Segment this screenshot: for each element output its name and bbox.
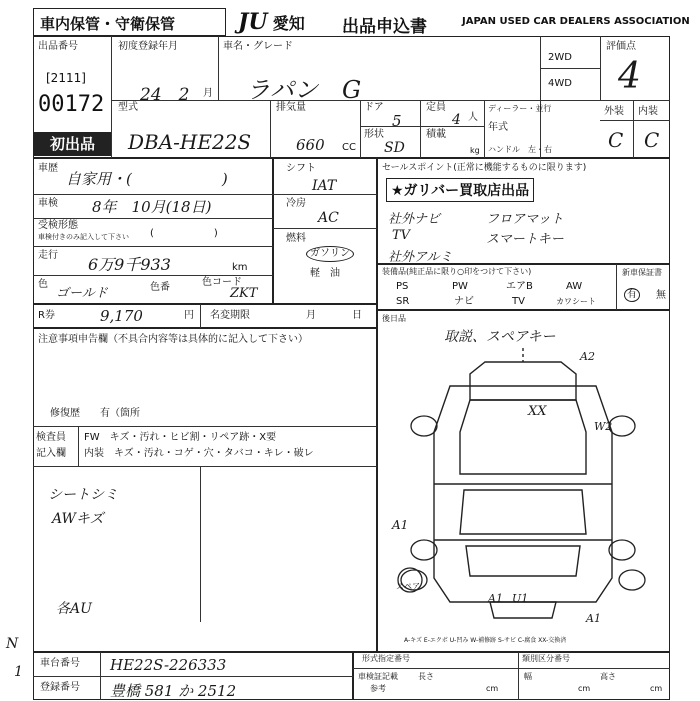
warranty-no: 無 — [656, 290, 666, 301]
selling-item-3: TV — [392, 228, 411, 243]
rating-value: 4 — [618, 56, 641, 97]
lot-number: 00172 — [38, 92, 105, 117]
displacement-label: 排気量 — [276, 102, 306, 113]
name-change-day: 日 — [352, 310, 362, 321]
doors-label: ドア — [364, 102, 384, 113]
reg-label: 登録番号 — [40, 682, 80, 693]
warranty-yes: 有 — [624, 288, 640, 302]
dealer-label: ディーラー・並行 — [488, 104, 552, 113]
vehicle-use-label: 車歴 — [38, 163, 58, 174]
exterior-label: 外装 — [604, 106, 624, 117]
mark-n: N — [6, 636, 19, 652]
equip-leather: カワシート — [556, 297, 596, 306]
first-reg-value: 24 2 — [140, 85, 190, 105]
year-label: 年式 — [488, 122, 508, 133]
fuel-label: 燃料 — [286, 233, 306, 244]
record-label: 記入欄 — [36, 448, 66, 459]
diagram-mark-xx: XX — [528, 404, 547, 419]
storage-title-box — [33, 8, 226, 36]
displacement-value: 660 — [296, 136, 325, 154]
diagram-mark-u1: U1 — [512, 592, 529, 605]
dims-label: 車検証記載 — [358, 672, 398, 681]
cc-unit: CC — [342, 142, 356, 153]
color-code-value: ZKT — [230, 286, 258, 301]
load-label: 積載 — [426, 129, 446, 140]
width-label: 幅 — [524, 672, 532, 681]
receive-paren: ( ) — [150, 228, 218, 239]
chassis-value: HE22S-226333 — [110, 656, 227, 674]
lot-code: [2111] — [46, 71, 86, 85]
recycle-row — [33, 304, 377, 328]
selling-item-4: スマートキー — [486, 232, 564, 247]
fuel-gas: ガソリン — [306, 246, 354, 262]
warranty-label: 新車保証書 — [622, 268, 662, 277]
recycle-value: 9,170 — [100, 307, 143, 325]
mark-1: 1 — [14, 664, 23, 680]
caution-label: 注意事項申告欄（不具合内容等は具体的に記入して下さい） — [38, 334, 308, 345]
mileage-label: 走行 — [38, 250, 58, 261]
aircon-value: AC — [318, 210, 339, 226]
exterior-grade: C — [608, 128, 624, 152]
diagram-mark-a1-left: A1 — [392, 518, 409, 532]
yen-unit: 円 — [184, 310, 194, 321]
association-name: JAPAN USED CAR DEALERS ASSOCIATION — [462, 16, 690, 27]
color-no-label: 色番 — [150, 282, 170, 293]
lot-number-label: 出品番号 — [38, 41, 78, 52]
equip-aw: AW — [566, 281, 583, 292]
equip-navi: ナビ — [454, 296, 474, 307]
fw-row: FW キズ・汚れ・ヒビ割・リペア跡・X要 — [84, 432, 277, 443]
receive-note: 車検付きのみ記入して下さい — [38, 233, 129, 241]
class-no-label: 類別区分番号 — [522, 654, 570, 663]
selling-item-1: 社外ナビ — [388, 212, 441, 227]
height-label: 高さ — [600, 672, 616, 681]
ju-logo: JU — [238, 9, 268, 35]
diagram-mark-a1-right: A1 — [586, 612, 601, 625]
vehicle-use-value: 自家用・( ) — [66, 170, 228, 188]
model-label: 型式 — [118, 102, 138, 113]
equip-ps: PS — [396, 281, 409, 292]
equip-sr: SR — [396, 296, 410, 307]
first-reg-label: 初度登録年月 — [118, 41, 178, 52]
color-label: 色 — [38, 279, 48, 290]
rating-label: 評価点 — [606, 41, 636, 52]
length-label: 長さ — [418, 672, 434, 681]
equip-airbag: エアB — [506, 281, 533, 292]
selling-item-2: フロアマット — [486, 212, 564, 227]
equip-pw: PW — [452, 281, 468, 292]
mileage-value: 6万9千933 — [88, 255, 171, 274]
shift-label: シフト — [286, 163, 316, 174]
spare-label: スペア — [396, 582, 420, 591]
doors-value: 5 — [392, 112, 402, 130]
shape-label: 形状 — [364, 129, 384, 140]
note-each-au: 各AU — [56, 601, 92, 617]
repair-label: 修復歴 有（箇所 — [50, 408, 140, 419]
color-value: ゴールド — [56, 286, 108, 301]
drive-4wd: 4WD — [548, 78, 572, 89]
aircon-label: 冷房 — [286, 198, 306, 209]
drive-2wd: 2WD — [548, 52, 572, 63]
form-title: 出品申込書 — [342, 17, 427, 37]
load-unit: kg — [470, 146, 480, 155]
month-label: 月 — [203, 88, 213, 99]
interior-grade: C — [644, 128, 660, 152]
color-code-label: 色コード — [202, 277, 242, 288]
storage-title: 車内保管・守衛保管 — [40, 15, 176, 33]
diagram-mark-a1-bottom: A1 — [488, 592, 503, 605]
inspection-value: 8年 10月(18日) — [92, 198, 212, 216]
equipment-title: 装備品(純正品に限り○印をつけて下さい) — [382, 267, 532, 276]
name-change-month: 月 — [306, 310, 316, 321]
capacity-value: 4 — [452, 112, 461, 128]
recycle-label: R券 — [38, 310, 55, 321]
note-aw-scratch: AWキズ — [52, 511, 104, 527]
selling-item-5: 社外アルミ — [388, 250, 453, 265]
equip-tv: TV — [512, 296, 525, 307]
handle-label: ハンドル 左・右 — [488, 145, 552, 154]
diagram-mark-w2: W2 — [594, 420, 613, 433]
name-change-label: 名変期限 — [210, 310, 250, 321]
ref-label: 参考 — [370, 684, 386, 693]
selling-points-title: セールスポイント(正常に機能するものに限ります) — [382, 163, 587, 173]
car-name-value: ラパン G — [246, 76, 362, 104]
reg-value: 豊橋 581 か 2512 — [110, 682, 237, 700]
length-unit: cm — [486, 684, 499, 693]
capacity-label: 定員 — [426, 102, 446, 113]
capacity-unit: 人 — [468, 112, 478, 123]
form-no-label: 形式指定番号 — [362, 654, 410, 663]
width-unit: cm — [578, 684, 591, 693]
brand-name: 愛知 — [272, 14, 305, 33]
note-seat-stain: シートシミ — [48, 487, 118, 503]
first-listing-badge: 初出品 — [34, 132, 111, 156]
diagram-mark-a2: A2 — [580, 350, 595, 363]
shift-value: IAT — [312, 178, 337, 194]
gulliver-stamp: ★ガリバー買取店出品 — [386, 178, 534, 202]
fuel-diesel: 軽 油 — [310, 268, 340, 279]
brand-logo — [238, 9, 305, 35]
inspection-label: 車検 — [38, 198, 58, 209]
accessories-value: 取説、スペアキー — [444, 329, 556, 345]
mileage-unit: km — [232, 262, 248, 273]
damage-legend: A-キズ E-エクボ U-凹み W-補修跡 S-サビ C-腐食 XX-交換済 — [404, 637, 567, 644]
inspector-label: 検査員 — [36, 432, 66, 443]
receive-label: 受検形態 — [38, 220, 78, 231]
accessories-label: 後日品 — [382, 314, 406, 323]
height-unit: cm — [650, 684, 663, 693]
model-value: DBA-HE22S — [128, 130, 252, 154]
car-name-label: 車名・グレード — [223, 41, 293, 52]
shape-value: SD — [384, 140, 405, 156]
interior-label: 内装 — [638, 106, 658, 117]
interior-row: 内装 キズ・汚れ・コゲ・穴・タバコ・キレ・破レ — [84, 448, 314, 459]
car-diagram — [380, 340, 666, 630]
chassis-label: 車台番号 — [40, 658, 80, 669]
